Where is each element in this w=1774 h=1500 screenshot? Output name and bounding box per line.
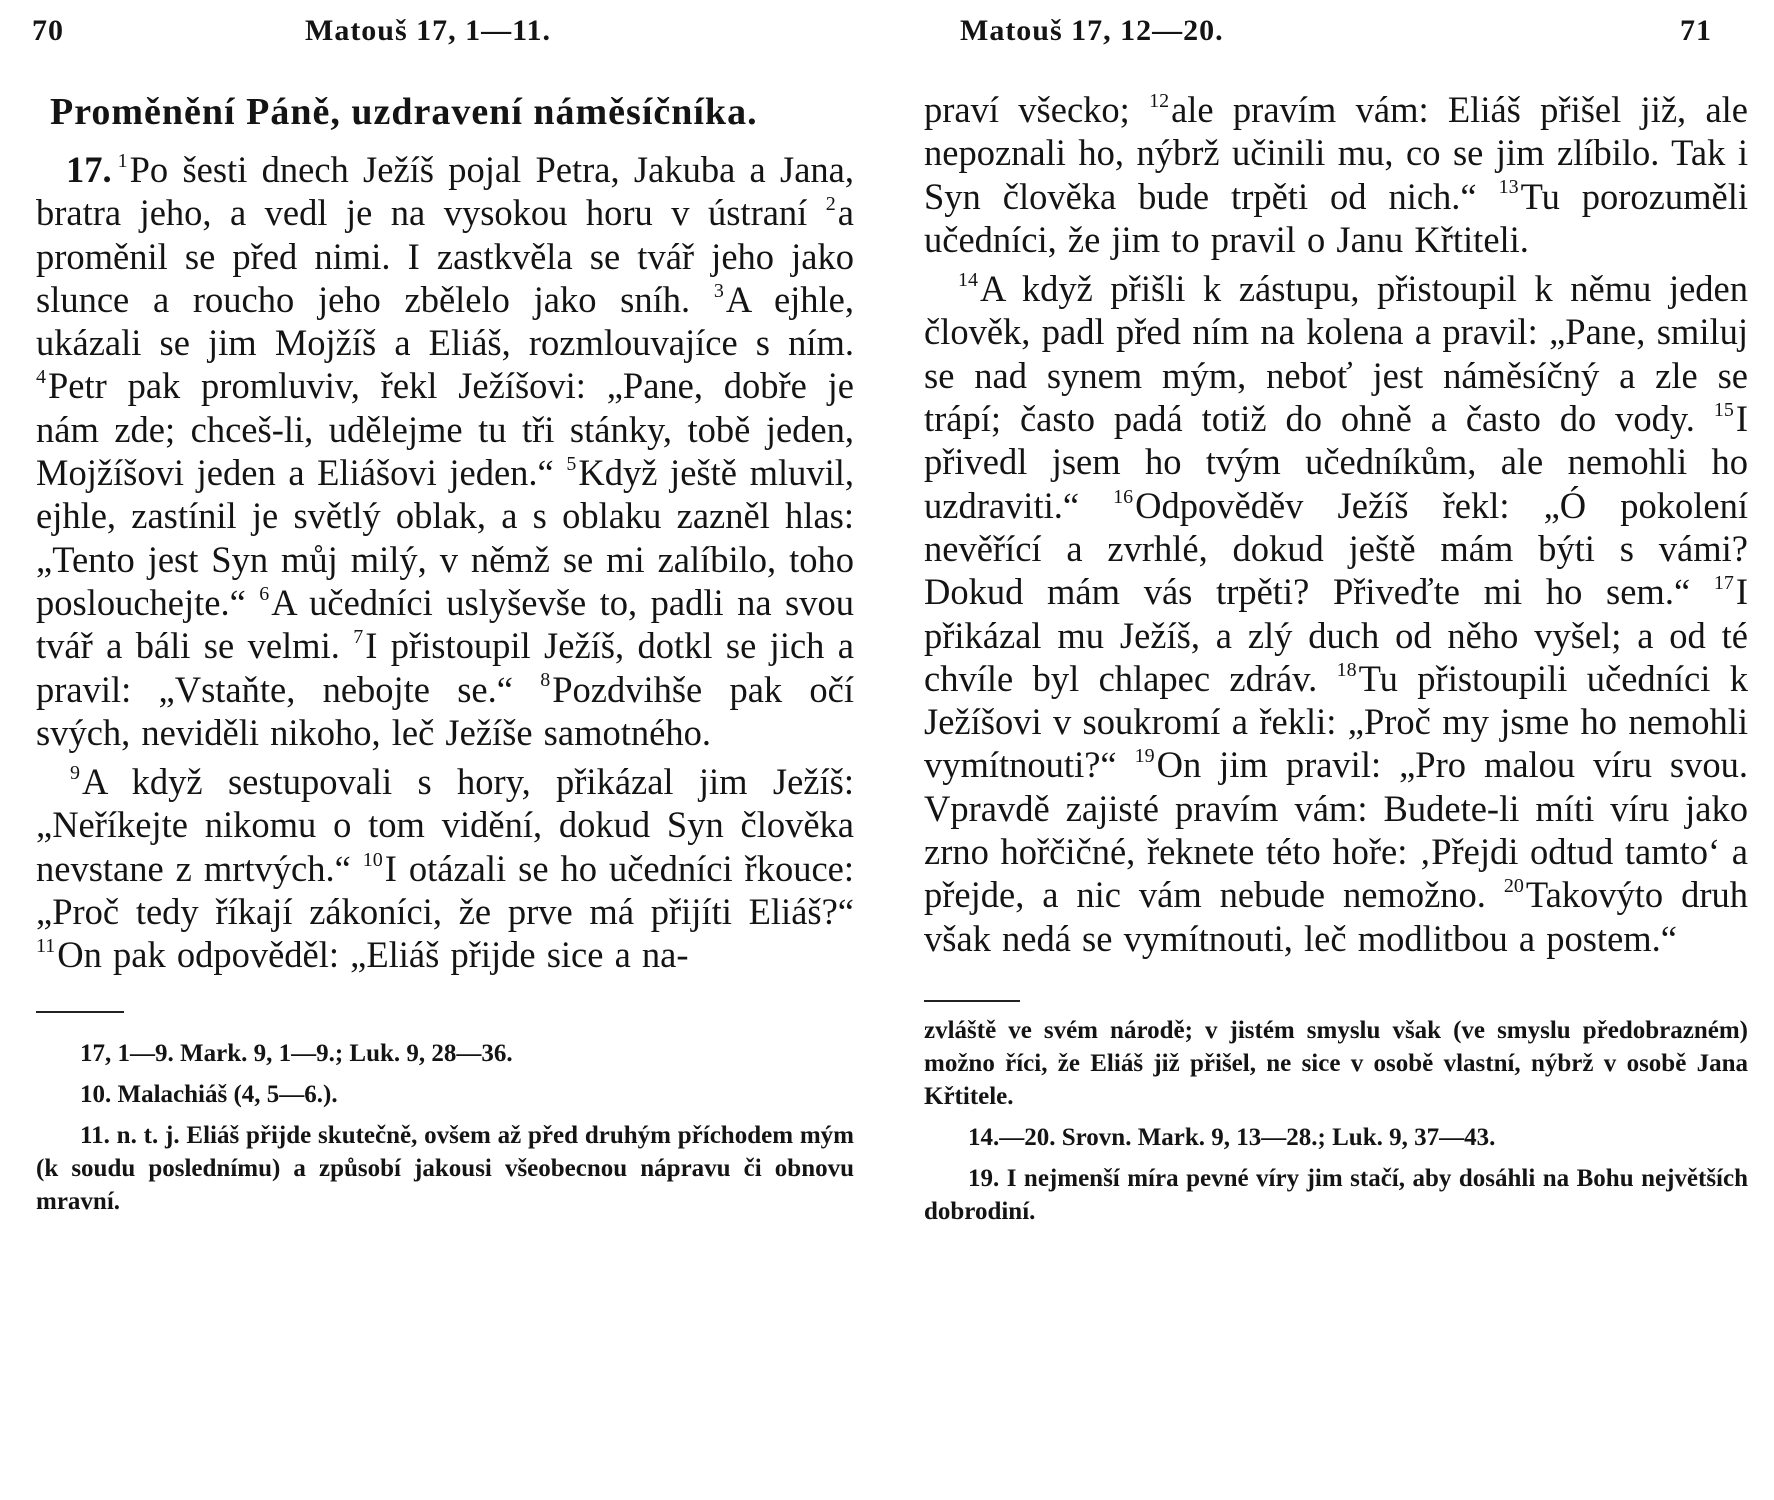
paragraph	[924, 267, 1748, 960]
verse-number: 2	[825, 193, 836, 216]
verse-number: 20	[1503, 875, 1524, 898]
verse-text: Tu přistoupili učedníci k Ježíšovi v soukromí a řekli: „Proč my jsme ho nemohli vymítnouti?“	[924, 657, 1749, 786]
footnote: 17, 1—9. Mark. 9, 1—9.; Luk. 9, 28—36.	[80, 1039, 513, 1067]
section-title: Proměnění Páně, uzdravení náměsíčníka.	[50, 91, 758, 133]
verse-number: 6	[259, 582, 270, 605]
footnote: 14.—20. Srovn. Mark. 9, 13—28.; Luk. 9, 37—43.	[968, 1123, 1496, 1151]
verse-number: 14	[958, 269, 978, 292]
verse-number: 18	[1336, 658, 1357, 681]
verse-number: 9	[70, 762, 80, 784]
verse-text: A když přišli k zástupu, přistoupil k němu jeden člověk, padl před ním na kolena a pravil: „Pane, smiluj se nad synem mým, neboť jest náměsíčný a zle se trápí; často padá totiž do ohně a často do vody.	[924, 268, 1748, 440]
verse-number: 5	[566, 452, 577, 475]
verse-number: 16	[1113, 485, 1134, 508]
verse-text: Takovýto druh však nedá se vymítnouti, leč modlitbou a postem.“	[924, 874, 1749, 959]
verse-number: 4	[36, 366, 46, 389]
paragraph	[36, 148, 854, 754]
running-head: Matouš 17, 12—20.	[960, 14, 1224, 47]
verse-text: I otázali se ho učedníci řkouce: „Proč tedy říkají zákoníci, že prve má přijíti Eliáš?“	[36, 847, 855, 933]
footnote-rule	[924, 1000, 1020, 1002]
left-column	[36, 90, 854, 1218]
page-number: 71	[1680, 14, 1712, 47]
verse-text: On pak odpověděl: „Eliáš přijde sice a na-	[57, 934, 689, 976]
verse-number: 7	[353, 626, 364, 649]
chapter-number: 17.	[66, 149, 112, 190]
verse-text: Odpověděv Ježíš řekl: „Ó pokolení nevěřící a zvrhlé, dokud ještě mám býti s vámi? Dokud mám vás trpěti? Přiveďte mi ho sem.“	[924, 484, 1748, 613]
verse-text: I přistoupil Ježíš, dotkl se jich a pravil: „Vstaňte, nebojte se.“	[36, 625, 854, 710]
verse-text: Pozdvihše pak očí svých, neviděli nikoho, leč Ježíše samotného.	[36, 668, 855, 753]
verse-text: A učedníci uslyševše to, padli na svou tvář a báli se velmi.	[36, 581, 854, 667]
body-text	[36, 148, 854, 977]
left-page	[0, 0, 880, 1500]
verse-number: 11	[36, 935, 56, 958]
verse-text: ale pravím vám: Eliáš přišel již, ale nepoznali ho, nýbrž učinili mu, co se jim zlíbilo. Tak i Syn člověka bude trpěti od nich.“	[924, 89, 1748, 217]
body-text	[924, 88, 1748, 960]
verse-text: On jim pravil: „Pro malou víru svou. Vpravdě zajisté pravím vám: Budete-li míti víru jako zrno hořčičné, řeknete této hoře: ‚Přejdi odtud tamto‘ a přejde, a nic vám nebude nemožno.	[924, 744, 1749, 916]
verse-text: A když sestupovali s hory, přikázal jim Ježíš: „Neříkejte nikomu o tom vidění, dokud Syn člověka nevstane z mrtvých.“	[36, 761, 854, 889]
verse-text: A ejhle, ukázali se jim Mojžíš a Eliáš, rozmlouvajíce s ním.	[36, 278, 854, 364]
footnote: 10. Malachiáš (4, 5—6.).	[80, 1080, 338, 1108]
verse-text: Když ještě mluvil, ejhle, zastínil je světlý oblak, a s oblaku zazněl hlas: „Tento jest Syn můj milý, v němž se mi zalíbilo, toho poslouchejte.“	[36, 452, 855, 623]
right-column	[924, 88, 1748, 1228]
footnotes	[36, 1037, 854, 1218]
verse-text: I přivedl jsem ho tvým učedníkům, ale nemohli ho uzdraviti.“	[924, 398, 1749, 526]
paragraph	[36, 760, 854, 976]
verse-text: Petr pak promluviv, řekl Ježíšovi: „Pane, dobře je nám zde; chceš-li, udělejme tu tři stánky, tobě jeden, Mojžíšovi jeden a Eliášovi jeden.“	[36, 365, 854, 494]
verse-number: 3	[713, 279, 724, 302]
verse-number: 1	[117, 149, 128, 172]
verse-text: I přikázal mu Ježíš, a zlý duch od něho vyšel; a od té chvíle byl chlapec zdráv.	[924, 571, 1748, 699]
verse-number: 10	[362, 848, 383, 871]
verse-number: 8	[540, 669, 551, 692]
page-number: 70	[32, 14, 64, 47]
verse-number: 17	[1713, 572, 1734, 595]
running-head: Matouš 17, 1—11.	[305, 14, 552, 47]
verse-number: 13	[1498, 176, 1519, 199]
verse-number: 12	[1149, 89, 1170, 112]
verse-text: Tu porozuměli učedníci, že jim to pravil o Janu Křtiteli.	[924, 175, 1748, 260]
verse-number: 15	[1713, 398, 1734, 421]
footnote: 11. n. t. j. Eliáš přijde skutečně, ovšem až před druhým příchodem mým (k soudu poslednímu) a způsobí jakousi všeobecnou nápravu či obnovu mravní.	[36, 1121, 854, 1215]
footnote-rule	[36, 1011, 124, 1013]
footnote: zvláště ve svém národě; v jistém smyslu však (ve smyslu předobrazném) možno říci, že Eliáš již přišel, ne sice v osobě vlastní, nýbrž v osobě Jana Křtitele.	[924, 1016, 1748, 1110]
footnote: 19. I nejmenší míra pevné víry jim stačí, aby dosáhli na Bohu největších dobrodiní.	[924, 1164, 1748, 1225]
paragraph	[924, 88, 1748, 261]
verse-text: praví všecko;	[924, 89, 1130, 130]
verse-number: 19	[1134, 745, 1155, 768]
verse-text: Po šesti dnech Ježíš pojal Petra, Jakuba a Jana, bratra jeho, a vedl je na vysokou horu v ústraní	[36, 149, 854, 234]
verse-text: a proměnil se před nimi. I zastkvěla se tvář jeho jako slunce a roucho jeho zbělelo jako sníh.	[36, 192, 854, 320]
footnotes	[924, 1014, 1748, 1228]
right-page	[880, 0, 1774, 1500]
